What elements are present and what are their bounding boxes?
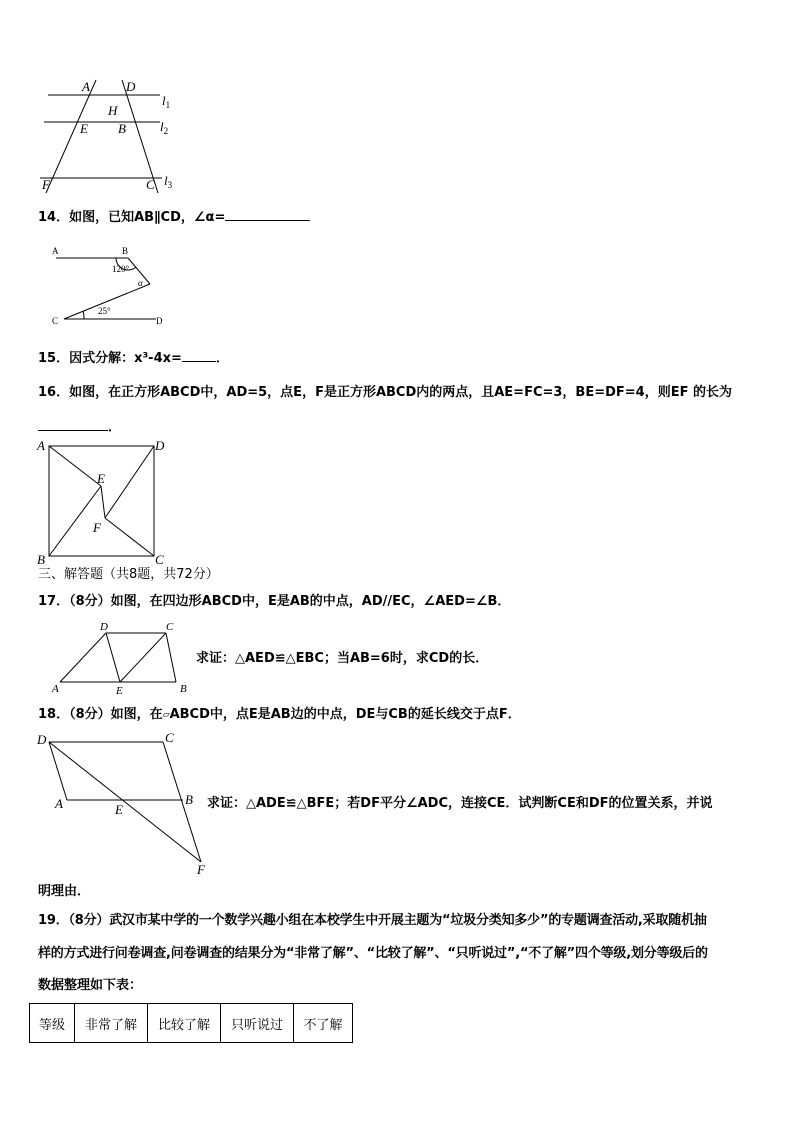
question-19-line-1: 19．（8分）武汉市某中学的一个数学兴趣小组在本校学生中开展主题为“垃圾分类知多少”的专题调查活动,采取随机抽 — [38, 913, 707, 928]
question-15: 15．因式分解：x³-4x= ． — [38, 347, 229, 368]
table-cell: 不了解 — [294, 1004, 353, 1043]
q14-alpha: α — [138, 278, 143, 288]
q14-angle-120: 120° — [112, 264, 130, 274]
label-D: D — [126, 79, 136, 94]
table-cell: 只听说过 — [221, 1004, 294, 1043]
q17-label-B: B — [180, 683, 187, 695]
q17-label-D: D — [100, 621, 108, 633]
question-17: 17．（8分）如图，在四边形ABCD中，E是AB的中点，AD//EC，∠AED=∠B． — [38, 594, 511, 609]
figure-q18 — [33, 728, 213, 878]
q16-label-F: F — [93, 520, 101, 535]
q16-label-D: D — [155, 438, 165, 453]
figure-q17 — [48, 620, 198, 698]
q17-label-A: A — [52, 683, 59, 695]
table-header-level: 等级 — [30, 1004, 75, 1043]
figure-q14 — [48, 244, 178, 334]
q18-label-C: C — [165, 730, 174, 745]
question-17-proof: 求证：△AED≌△EBC；当AB=6时，求CD的长． — [196, 651, 489, 666]
q16-label-B: B — [37, 552, 45, 567]
q16-label-A: A — [37, 438, 45, 453]
answer-blank-14[interactable] — [225, 206, 310, 221]
q16-label-C: C — [155, 552, 164, 567]
question-14-text: 14．如图，已知AB∥CD，∠α= — [38, 210, 226, 225]
question-14 — [38, 206, 310, 227]
section-heading: 三、解答题（共8题，共72分） — [38, 567, 219, 582]
q17-label-C: C — [166, 621, 174, 633]
q16-label-E: E — [97, 471, 105, 486]
q14-angle-25: 25° — [98, 306, 111, 316]
q18-label-B: B — [185, 792, 193, 807]
question-15-text: 15．因式分解：x³-4x= — [38, 351, 182, 366]
question-16: 16．如图，在正方形ABCD中，AD=5，点E，F是正方形ABCD内的两点，且AE=FC=3，BE=DF=4，则EF 的长为 — [38, 385, 733, 400]
label-E: E — [80, 121, 88, 136]
question-19-line-2: 样的方式进行问卷调查,问卷调查的结果分为“非常了解”、“比较了解”、“只听说过”,“不了解”四个等级,划分等级后的 — [38, 946, 708, 961]
q18-label-E: E — [115, 802, 123, 817]
q14-label-C: C — [52, 316, 59, 326]
label-A: A — [82, 79, 90, 94]
table-row — [30, 1004, 353, 1043]
question-18: 18．（8分）如图，在▱ABCD中，点E是AB边的中点，DE与CB的延长线交于点F． — [38, 707, 521, 722]
label-B: B — [118, 121, 126, 136]
q14-label-B: B — [122, 246, 129, 256]
label-H: H — [108, 103, 118, 118]
question-16-answer-line: ． — [38, 416, 121, 437]
q18-label-D: D — [37, 732, 47, 747]
label-l2: $l_2$ — [160, 119, 169, 136]
q17-label-E: E — [116, 685, 123, 697]
table-cell: 比较了解 — [148, 1004, 221, 1043]
q14-label-D: D — [156, 316, 163, 326]
label-F: F — [42, 177, 50, 192]
parallelogram-symbol: ▱ — [162, 710, 170, 720]
label-l3: $l_3$ — [164, 173, 173, 190]
question-18-proof: 求证：△ADE≌△BFE；若DF平分∠ADC，连接CE．试判断CE和DF的位置关系，并说 — [207, 796, 713, 811]
table-cell: 非常了解 — [75, 1004, 148, 1043]
figure-square-abcd — [33, 436, 173, 568]
question-18-proof-end: 明理由． — [38, 884, 91, 899]
q18-label-F: F — [197, 862, 205, 877]
answer-blank-16[interactable] — [38, 416, 108, 431]
question-19-line-3: 数据整理如下表： — [38, 978, 143, 993]
answer-blank-15[interactable] — [182, 347, 216, 362]
figure-parallel-lines — [30, 75, 190, 197]
q14-label-A: A — [52, 246, 59, 256]
level-table — [29, 1003, 353, 1043]
label-C: C — [146, 177, 155, 192]
q18-label-A: A — [55, 796, 63, 811]
label-l1: $l_1$ — [162, 93, 171, 110]
